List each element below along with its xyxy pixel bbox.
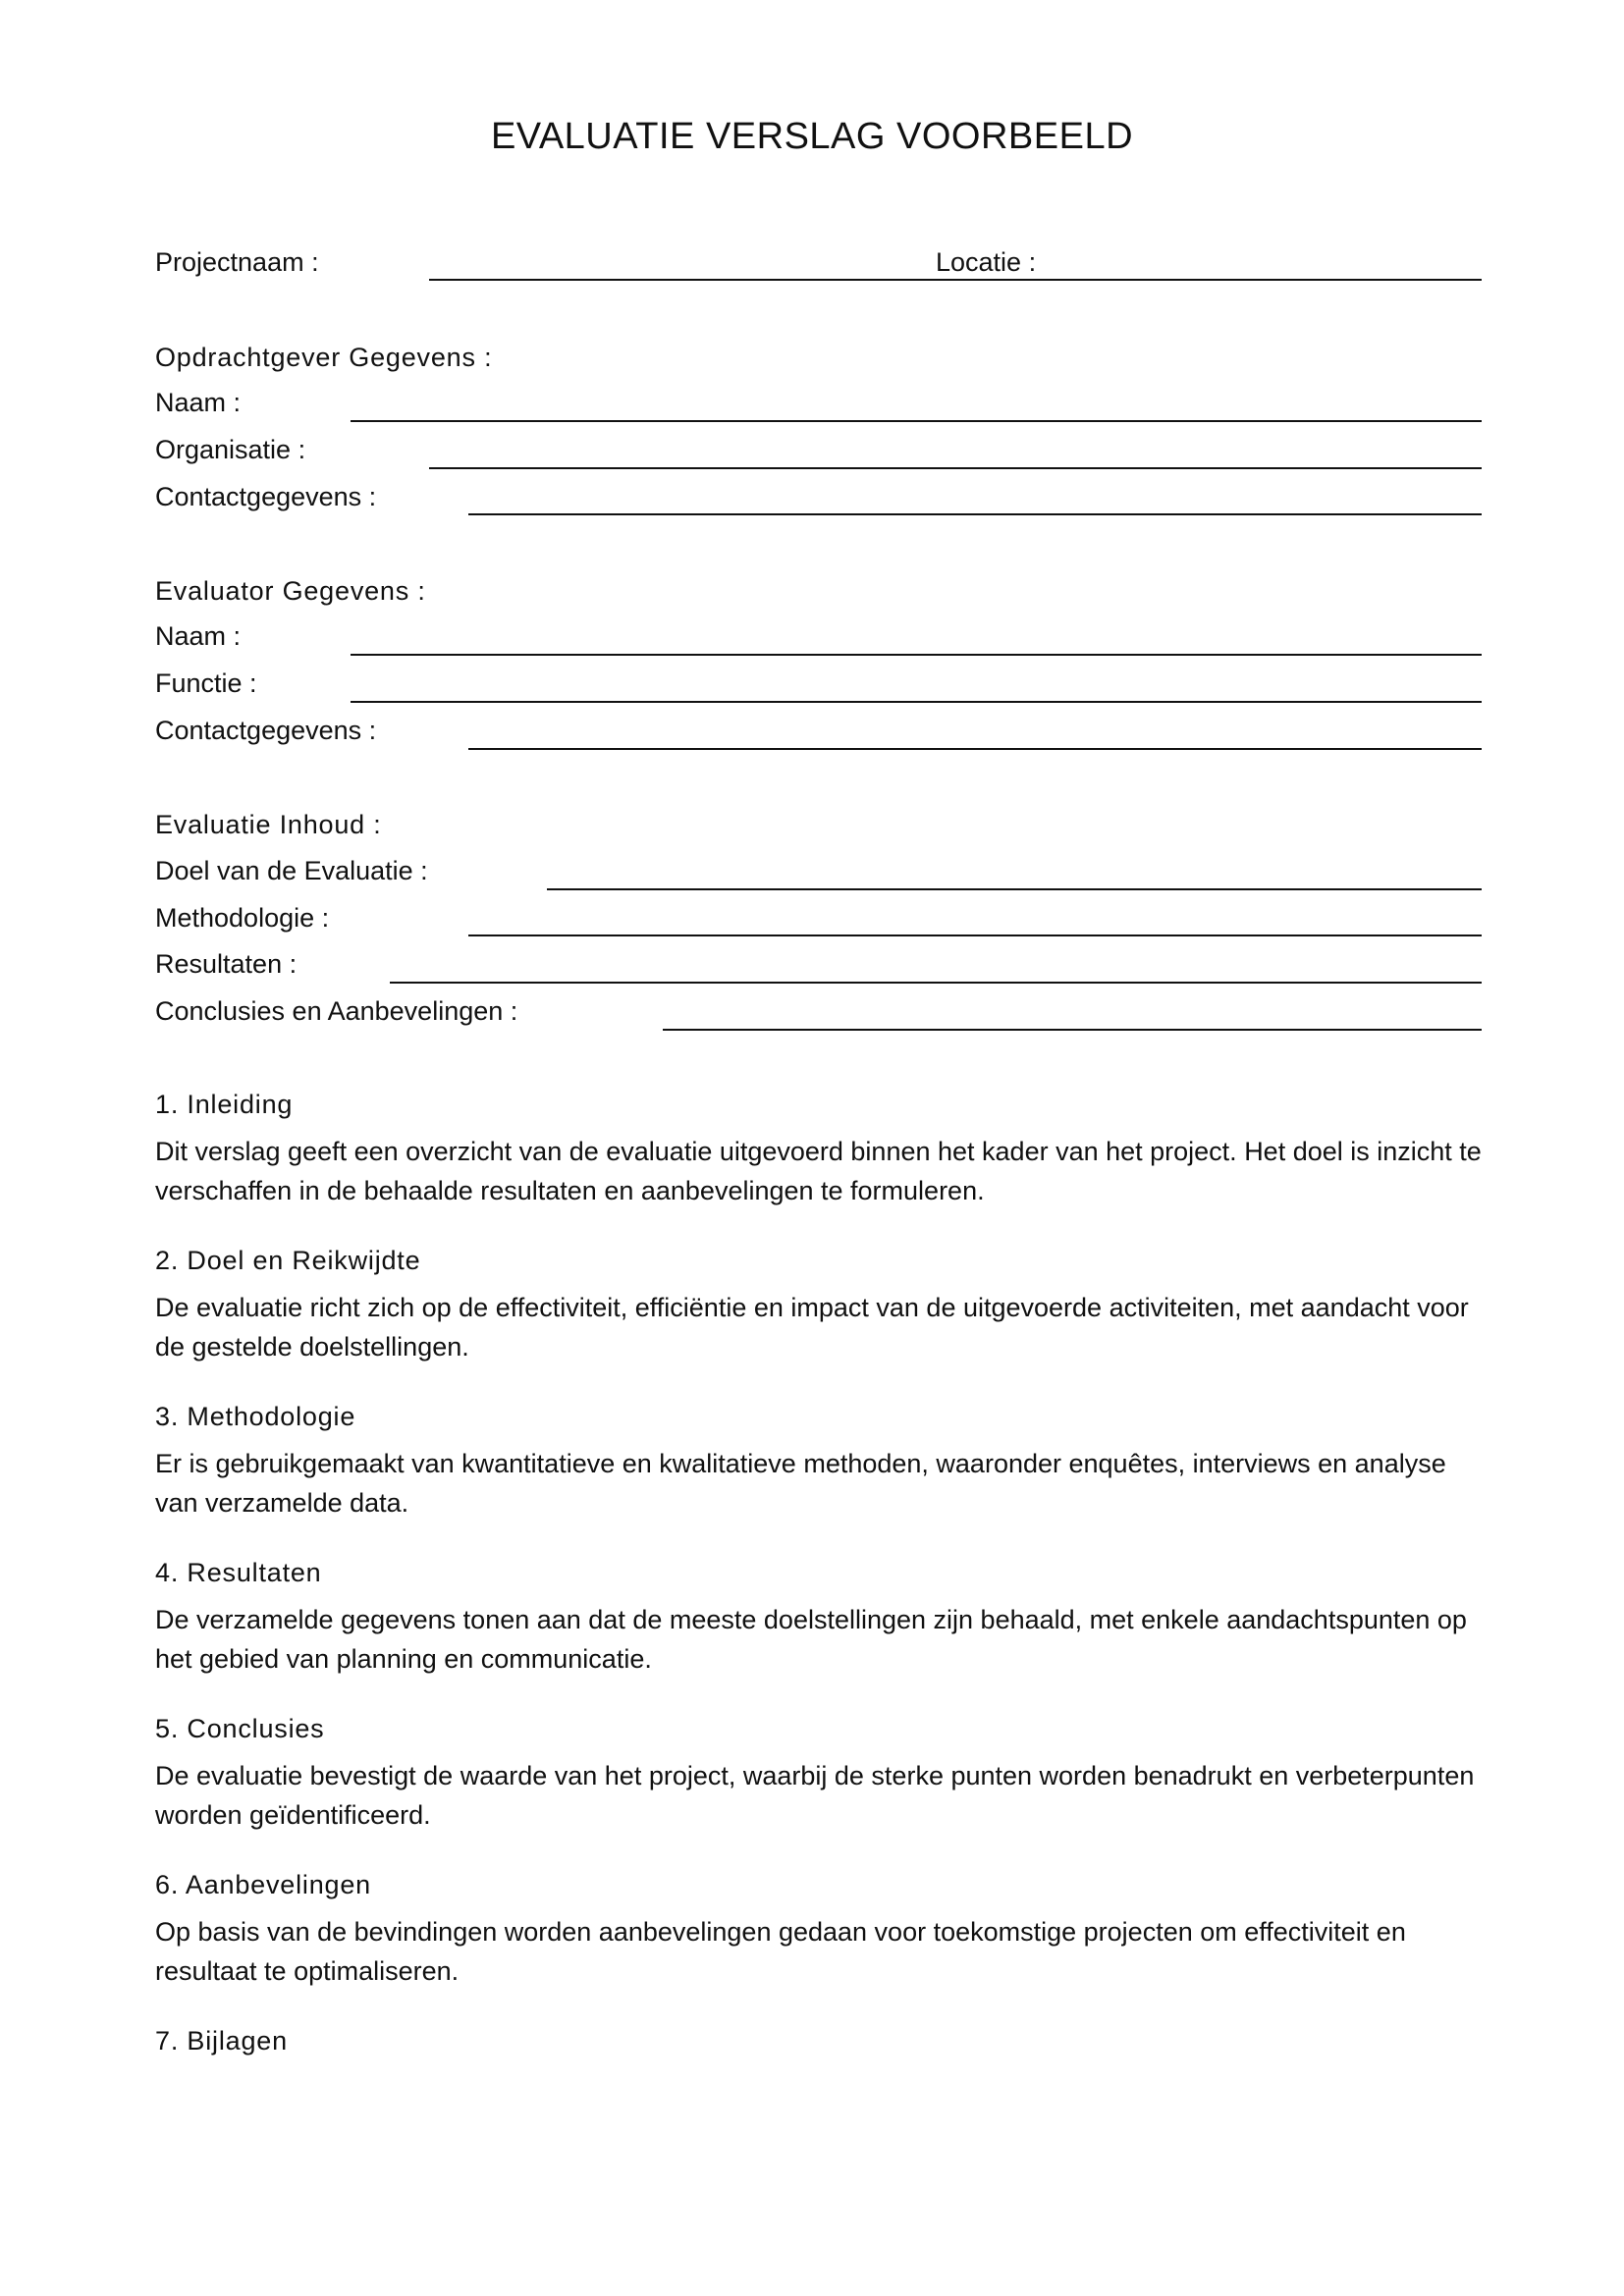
client-name-field-line[interactable] xyxy=(351,420,1482,422)
client-contact-field-line[interactable] xyxy=(468,513,1482,515)
project-name-field-line[interactable] xyxy=(429,279,1482,281)
client-section-label: Opdrachtgever Gegevens : xyxy=(155,343,493,372)
section-heading-conclusies: 5. Conclusies xyxy=(155,1714,325,1743)
methodology-field-line[interactable] xyxy=(468,934,1482,936)
section-text-doel: De evaluatie richt zich op de effectiviteit, efficiëntie en impact van de uitgevoerde activiteiten, met aandacht voor de gestelde doelstellingen. xyxy=(155,1293,1469,1362)
project-name-label: Projectnaam : xyxy=(155,247,319,277)
results-field-line[interactable] xyxy=(390,982,1482,984)
goal-field-line[interactable] xyxy=(547,888,1482,890)
section-heading-methodologie: 3. Methodologie xyxy=(155,1402,356,1431)
evaluator-function-label: Functie : xyxy=(155,668,257,698)
client-contact-label: Contactgegevens : xyxy=(155,482,377,511)
section-heading-aanbevelingen: 6. Aanbevelingen xyxy=(155,1870,371,1899)
section-heading-inleiding: 1. Inleiding xyxy=(155,1090,294,1119)
client-name-label: Naam : xyxy=(155,388,242,417)
client-organisation-field-line[interactable] xyxy=(429,467,1482,469)
section-heading-resultaten: 4. Resultaten xyxy=(155,1558,322,1587)
evaluator-function-field-line[interactable] xyxy=(351,701,1482,703)
section-text-resultaten: De verzamelde gegevens tonen aan dat de meeste doelstellingen zijn behaald, met enkele aandachtspunten op het gebied van planning en communicatie. xyxy=(155,1605,1467,1674)
evaluator-contact-field-line[interactable] xyxy=(468,748,1482,750)
evaluator-contact-label: Contactgegevens : xyxy=(155,716,377,745)
evaluator-name-field-line[interactable] xyxy=(351,654,1482,656)
conclusions-label: Conclusies en Aanbevelingen : xyxy=(155,996,518,1026)
evaluator-name-label: Naam : xyxy=(155,621,242,651)
section-text-aanbevelingen: Op basis van de bevindingen worden aanbevelingen gedaan voor toekomstige projecten om effectiviteit en resultaat te optimaliseren. xyxy=(155,1917,1406,1986)
content-section-label: Evaluatie Inhoud : xyxy=(155,810,382,839)
section-text-conclusies: De evaluatie bevestigt de waarde van het project, waarbij de sterke punten worden benadrukt en verbeterpunten worden geïdentificeerd. xyxy=(155,1761,1475,1830)
section-heading-bijlagen: 7. Bijlagen xyxy=(155,2026,288,2056)
section-text-methodologie: Er is gebruikgemaakt van kwantitatieve en kwalitatieve methoden, waaronder enquêtes, interviews en analyse van verzamelde data. xyxy=(155,1449,1446,1518)
location-label: Locatie : xyxy=(936,247,1037,277)
methodology-label: Methodologie : xyxy=(155,903,330,933)
conclusions-field-line[interactable] xyxy=(663,1029,1482,1031)
section-text-inleiding: Dit verslag geeft een overzicht van de evaluatie uitgevoerd binnen het kader van het project. Het doel is inzicht te verschaffen in de behaalde resultaten en aanbevelingen te formuleren. xyxy=(155,1137,1482,1205)
client-organisation-label: Organisatie : xyxy=(155,435,306,464)
page-title: EVALUATIE VERSLAG VOORBEELD xyxy=(490,116,1134,157)
section-heading-doel: 2. Doel en Reikwijdte xyxy=(155,1246,421,1275)
evaluator-section-label: Evaluator Gegevens : xyxy=(155,576,426,606)
goal-label: Doel van de Evaluatie : xyxy=(155,856,428,885)
results-label: Resultaten : xyxy=(155,949,298,979)
